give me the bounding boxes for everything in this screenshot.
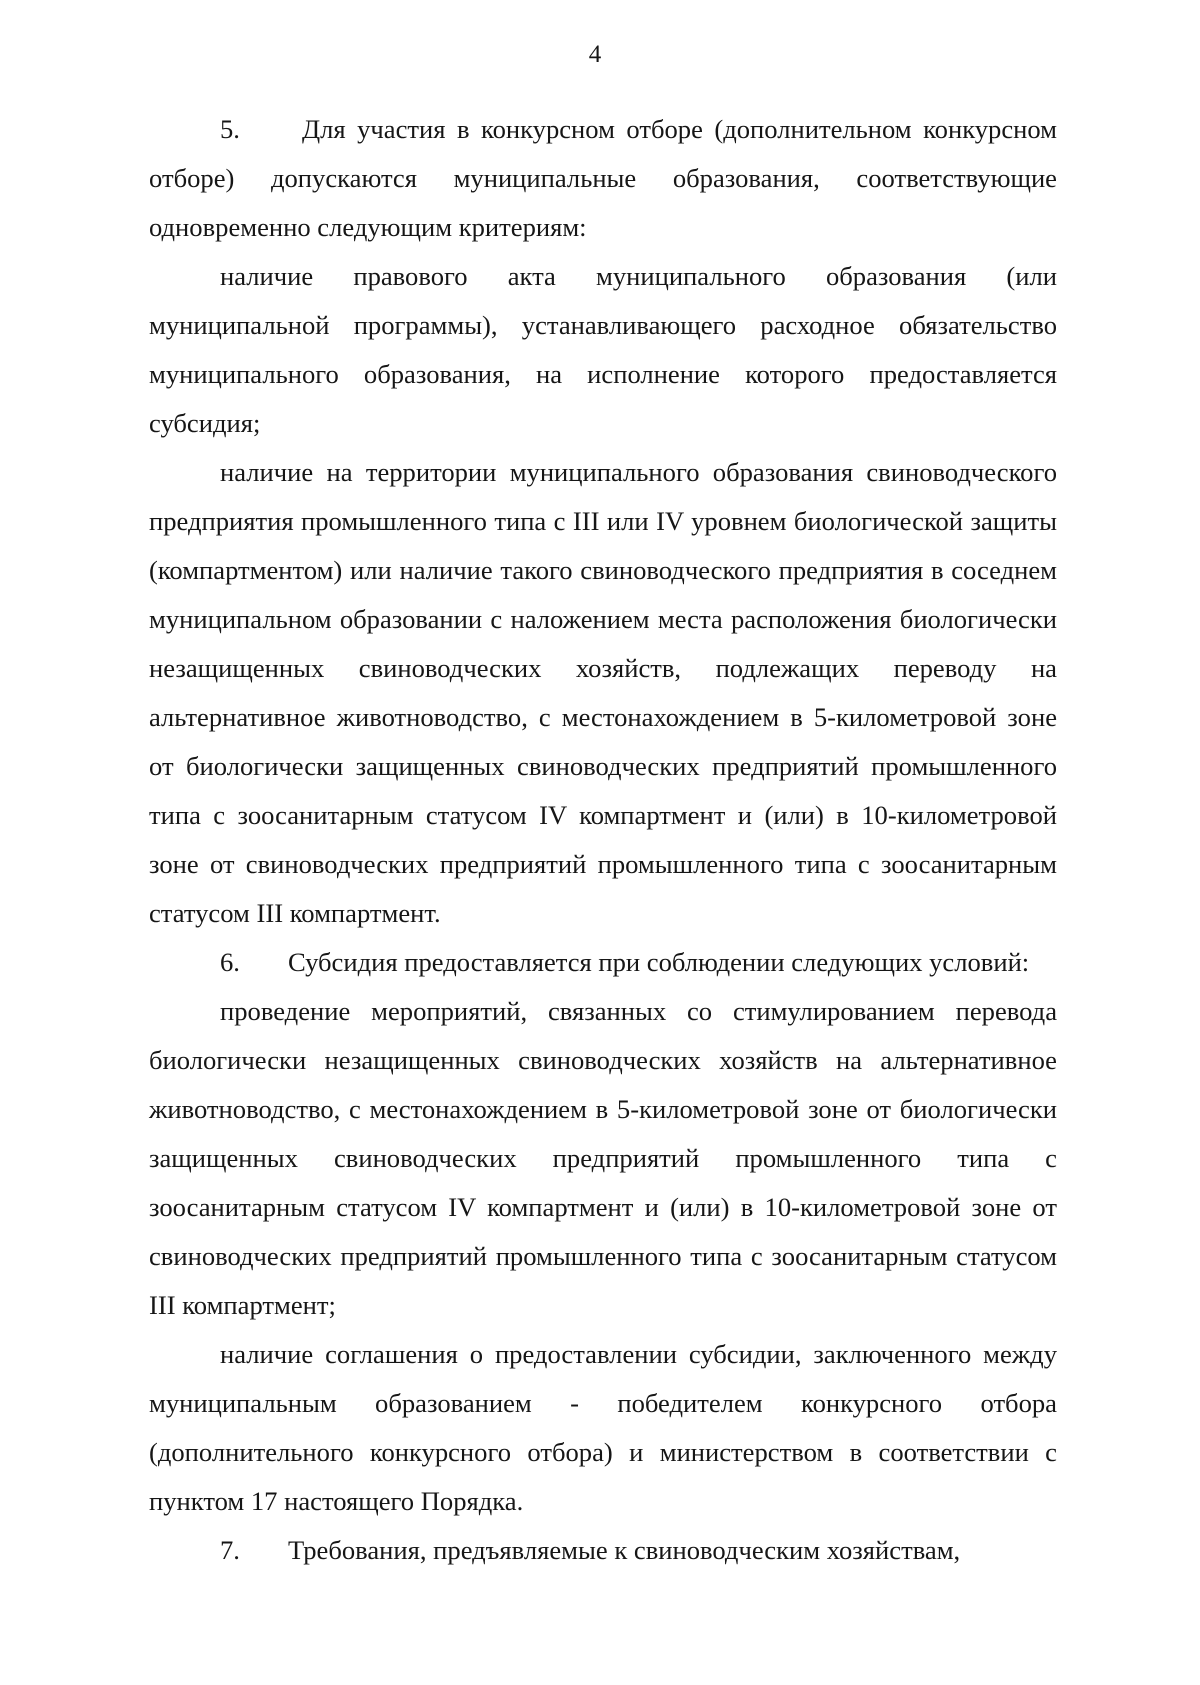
condition-agreement xyxy=(149,1330,1057,1526)
paragraph-text: проведение мероприятий, связанных со стимулированием перевода биологически незащищенных свиноводческих хозяйств на альтернативное животноводство, с местонахождением в 5-километровой зоне от биологически защищенных свиноводческих предприятий промышленного типа с зоосанитарным статусом IV компартмент и (или) в 10-километровой зоне от свиноводческих предприятий промышленного типа с зоосанитарным статусом III компартмент; xyxy=(149,996,1057,1320)
document-body xyxy=(149,105,1057,1575)
paragraph-text: Субсидия предоставляется при соблюдении следующих условий: xyxy=(288,947,1030,977)
page-number: 4 xyxy=(588,41,602,68)
paragraph-text: Для участия в конкурсном отборе (дополнительном конкурсном отборе) допускаются муниципальные образования, соответствующие одновременно следующим критериям: xyxy=(149,114,1057,242)
paragraph-6 xyxy=(149,938,1057,987)
paragraph-number: 7. xyxy=(220,1535,240,1565)
paragraph-5 xyxy=(149,105,1057,252)
paragraph-number: 6. xyxy=(220,947,240,977)
paragraph-text: наличие правового акта муниципального образования (или муниципальной программы), устанавливающего расходное обязательство муниципального образования, на исполнение которого предоставляется субсидия; xyxy=(149,261,1057,438)
paragraph-number: 5. xyxy=(220,114,240,144)
paragraph-text: Требования, предъявляемые к свиноводческим хозяйствам, xyxy=(288,1535,961,1565)
paragraph-text: наличие на территории муниципального образования свиноводческого предприятия промышленного типа с III или IV уровнем биологической защиты (компартментом) или наличие такого свиноводческого предприятия в соседнем муниципальном образовании с наложением места расположения биологически незащищенных свиноводческих хозяйств, подлежащих переводу на альтернативное животноводство, с местонахождением в 5-километровой зоне от биологически защищенных свиноводческих предприятий промышленного типа с зоосанитарным статусом IV компартмент и (или) в 10-километровой зоне от свиноводческих предприятий промышленного типа с зоосанитарным статусом III компартмент. xyxy=(149,457,1057,928)
paragraph-text: наличие соглашения о предоставлении субсидии, заключенного между муниципальным образованием - победителем конкурсного отбора (дополнительного конкурсного отбора) и министерством в соответствии с пунктом 17 настоящего Порядка. xyxy=(149,1339,1057,1516)
paragraph-7 xyxy=(149,1526,1057,1575)
criterion-legal-act xyxy=(149,252,1057,448)
condition-measures xyxy=(149,987,1057,1330)
criterion-pig-enterprise xyxy=(149,448,1057,938)
